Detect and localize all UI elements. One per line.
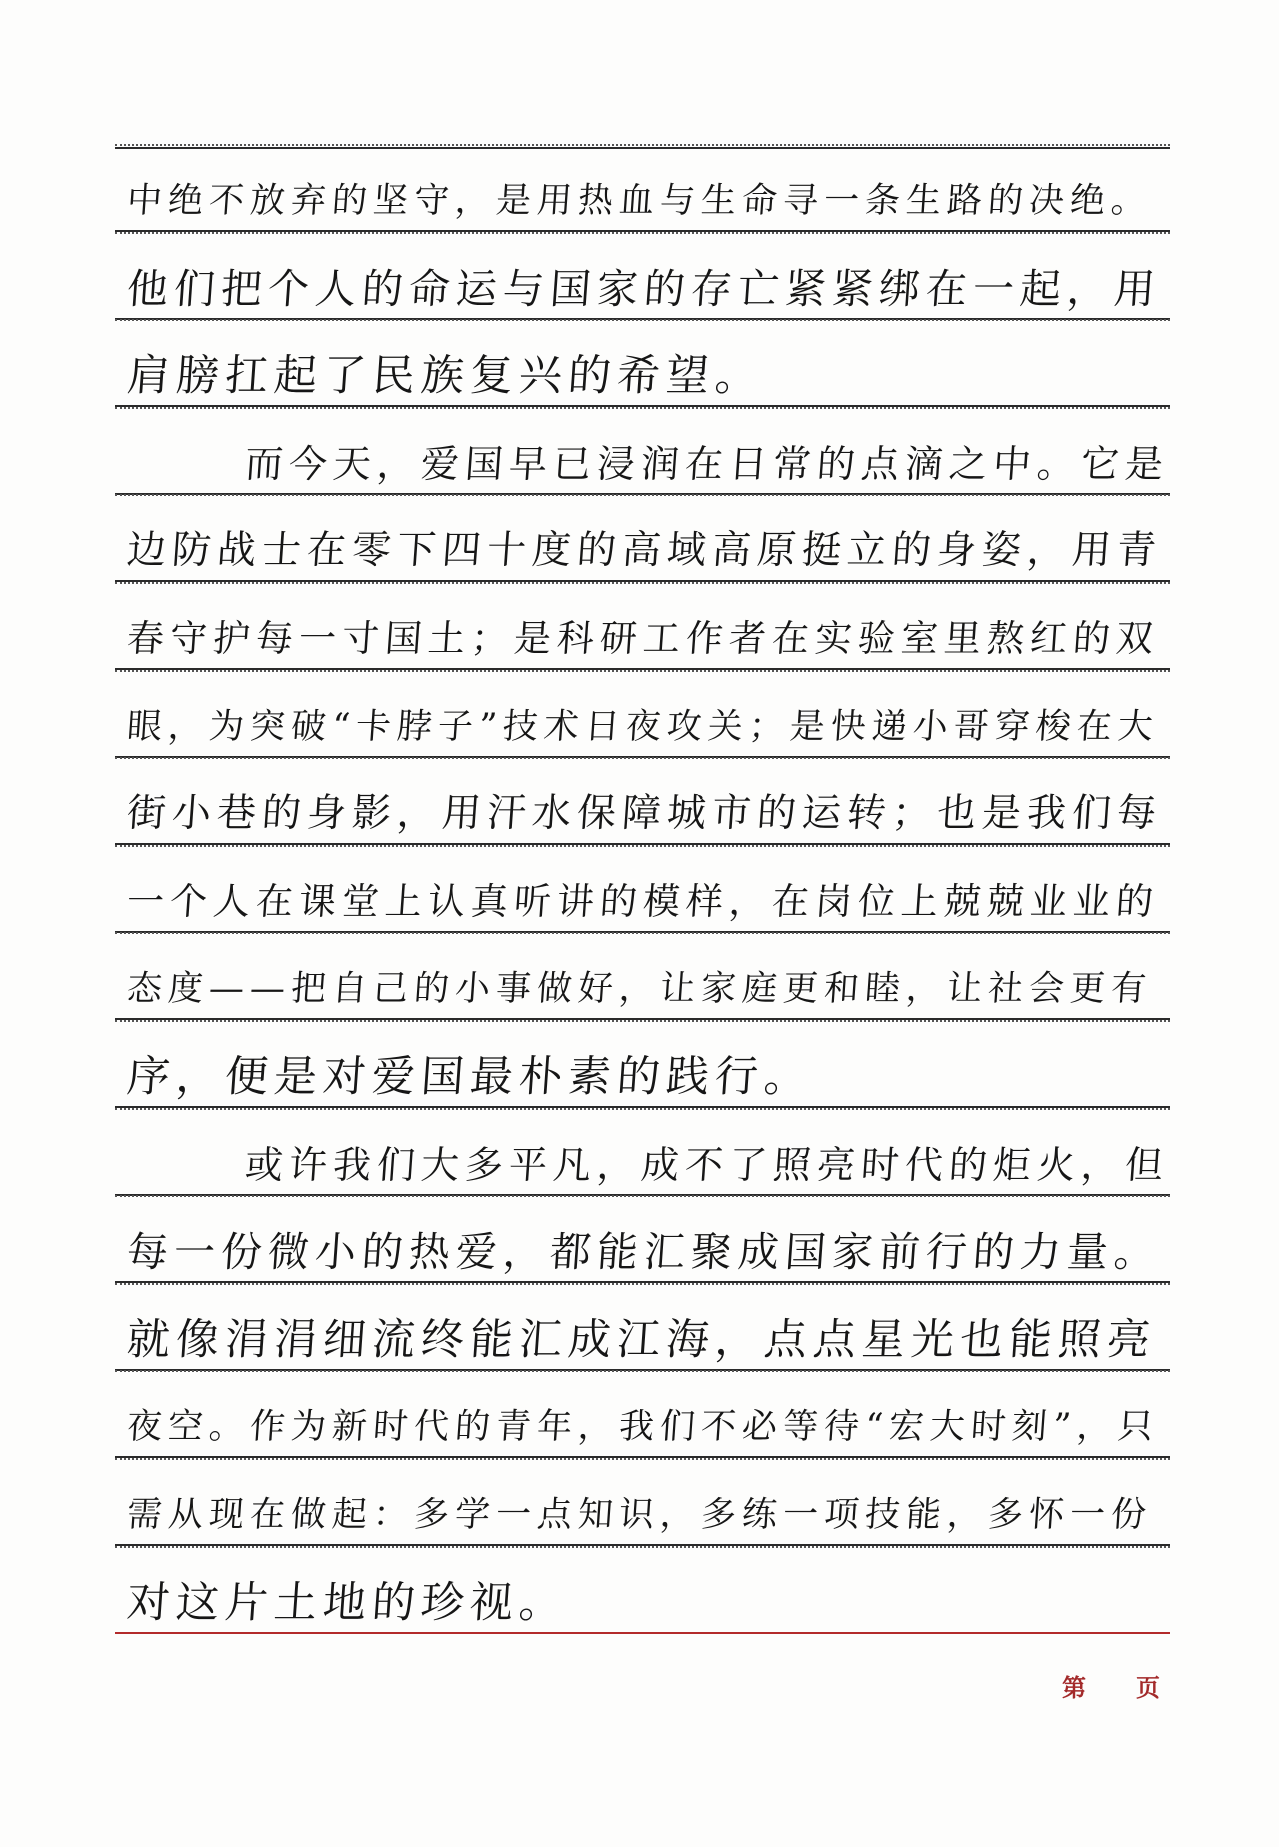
handwritten-text: 每一份微小的热爱，都能汇聚成国家前行的力量。 (125, 1228, 1163, 1277)
dotted-guide-line (115, 670, 1170, 672)
text-line (115, 1370, 1170, 1458)
text-line (115, 1020, 1170, 1108)
dotted-guide-line (115, 1370, 1170, 1372)
handwritten-text: 需从现在做起：多学一点知识，多练一项技能，多怀一份 (125, 1495, 1154, 1535)
dotted-guide-line (115, 232, 1170, 234)
text-line (115, 670, 1170, 758)
text-line (115, 1108, 1170, 1196)
handwritten-text: 他们把个人的命运与国家的存亡紧紧绑在一起，用 (125, 264, 1163, 313)
handwritten-text: 边防战士在零下四十度的高域高原挺立的身姿，用青 (125, 528, 1164, 574)
handwritten-text: 而今天，爱国早已浸润在日常的点滴之中。它是 (243, 441, 1171, 486)
handwritten-text: 一个人在课堂上认真听讲的模样，在岗位上兢兢业业的 (125, 879, 1161, 923)
handwritten-text: 肩膀扛起了民族复兴的希望。 (125, 351, 766, 402)
dotted-guide-line (115, 932, 1170, 934)
baseline-rule (115, 1632, 1170, 1634)
footer-ye-label: 页 (1136, 1673, 1162, 1702)
handwritten-text: 春守护每一寸国土；是科研工作者在实验室里熬红的双 (125, 617, 1161, 660)
dotted-guide-line (115, 757, 1170, 759)
dotted-guide-line (115, 1458, 1170, 1460)
text-line (115, 1458, 1170, 1546)
handwritten-text: 或许我们大多平凡，成不了照亮时代的炬火，但 (243, 1142, 1171, 1187)
dotted-guide-line (115, 494, 1170, 496)
dotted-guide-line (115, 1020, 1170, 1022)
handwritten-text: 夜空。作为新时代的青年，我们不必等待“宏大时刻”，只 (125, 1407, 1161, 1448)
dotted-guide-line (115, 1195, 1170, 1197)
handwritten-text: 街小巷的身影，用汗水保障城市的运转；也是我们每 (125, 791, 1164, 837)
text-line (115, 232, 1170, 320)
text-line (115, 319, 1170, 407)
handwritten-text: 对这片土地的珍视。 (125, 1577, 570, 1628)
dotted-guide-line (115, 582, 1170, 584)
dotted-guide-line (115, 1546, 1170, 1548)
text-line (115, 932, 1170, 1020)
dotted-guide-line (115, 845, 1170, 847)
handwritten-text: 中绝不放弃的坚守，是用热血与生命寻一条生路的决绝。 (125, 181, 1154, 221)
text-line (115, 144, 1170, 232)
text-line (115, 494, 1170, 582)
text-line (115, 407, 1170, 495)
handwritten-text: 态度——把自己的小事做好，让家庭更和睦，让社会更有 (125, 969, 1154, 1010)
dotted-guide-line (115, 1283, 1170, 1285)
text-line (115, 1546, 1170, 1634)
dotted-guide-line (115, 144, 1170, 146)
text-line (115, 1283, 1170, 1371)
dotted-guide-line (115, 1108, 1170, 1110)
dotted-guide-line (115, 407, 1170, 409)
handwritten-text: 眼，为突破“卡脖子”技术日夜攻关；是快递小哥穿梭在大 (125, 706, 1161, 747)
dotted-guide-line (115, 319, 1170, 321)
text-line (115, 845, 1170, 933)
handwritten-text: 序，便是对爱国最朴素的践行。 (125, 1052, 815, 1102)
handwritten-text: 就像涓涓细流终能汇成江海，点点星光也能照亮 (125, 1314, 1158, 1365)
text-line (115, 582, 1170, 670)
text-line (115, 1195, 1170, 1283)
text-line (115, 757, 1170, 845)
page-footer (1062, 1668, 1162, 1703)
footer-di-label: 第 (1062, 1673, 1088, 1702)
